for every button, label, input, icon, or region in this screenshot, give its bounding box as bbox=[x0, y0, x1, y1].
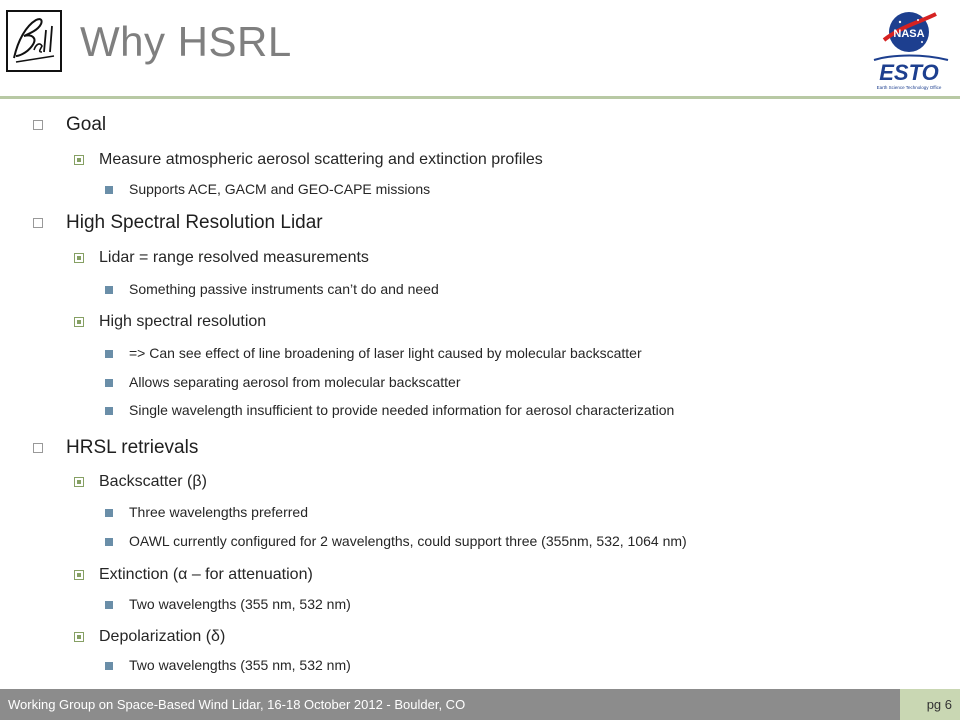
bullet-text: Single wavelength insufficient to provide needed information for aerosol characterization bbox=[129, 402, 675, 418]
hollow-square-bullet-icon bbox=[33, 120, 43, 130]
bullet-text: High Spectral Resolution Lidar bbox=[66, 212, 323, 233]
nasa-wordmark: NASA bbox=[893, 28, 925, 40]
bullet-text: Something passive instruments can’t do and need bbox=[129, 281, 439, 297]
bullet-text: Depolarization (δ) bbox=[99, 628, 226, 645]
ball-logo-icon bbox=[6, 10, 62, 72]
title-divider bbox=[0, 96, 960, 99]
bullet-text: Two wavelengths (355 nm, 532 nm) bbox=[129, 657, 351, 673]
bullet-text: Extinction (α – for attenuation) bbox=[99, 566, 313, 583]
hollow-square-bullet-icon bbox=[33, 443, 43, 453]
bullet-text: Backscatter (β) bbox=[99, 473, 207, 490]
slide-footer bbox=[0, 689, 960, 720]
square-bullet-icon bbox=[74, 570, 84, 580]
nasa-esto-logo-icon bbox=[864, 4, 954, 94]
bullet-text: Allows separating aerosol from molecular backscatter bbox=[129, 374, 461, 390]
filled-square-bullet-icon bbox=[105, 379, 113, 387]
filled-square-bullet-icon bbox=[105, 286, 113, 294]
filled-square-bullet-icon bbox=[105, 538, 113, 546]
square-bullet-icon bbox=[74, 317, 84, 327]
bullet-text: Three wavelengths preferred bbox=[129, 504, 308, 520]
square-bullet-icon bbox=[74, 477, 84, 487]
bullet-text: Two wavelengths (355 nm, 532 nm) bbox=[129, 596, 351, 612]
esto-wordmark: ESTO bbox=[879, 60, 939, 85]
bullet-text: HRSL retrievals bbox=[66, 437, 199, 458]
footer-text: Working Group on Space-Based Wind Lidar, 16-18 October 2012 - Boulder, CO bbox=[8, 697, 466, 712]
bullet-text: High spectral resolution bbox=[99, 313, 267, 330]
bullet-text: OAWL currently configured for 2 wavelengths, could support three (355nm, 532, 1064 nm) bbox=[129, 533, 687, 549]
page-number: pg 6 bbox=[926, 697, 952, 712]
page-number-box bbox=[900, 689, 960, 720]
bullet-text: Lidar = range resolved measurements bbox=[99, 249, 369, 266]
filled-square-bullet-icon bbox=[105, 601, 113, 609]
slide-title: Why HSRL bbox=[80, 18, 292, 65]
bullet-text: Measure atmospheric aerosol scattering and extinction profiles bbox=[99, 151, 543, 168]
slide-header bbox=[0, 0, 960, 96]
square-bullet-icon bbox=[74, 632, 84, 642]
bullet-text: Goal bbox=[66, 114, 107, 135]
square-bullet-icon bbox=[74, 253, 84, 263]
square-bullet-icon bbox=[74, 155, 84, 165]
esto-caption: Earth Science Technology Office bbox=[876, 85, 942, 90]
filled-square-bullet-icon bbox=[105, 407, 113, 415]
filled-square-bullet-icon bbox=[105, 186, 113, 194]
filled-square-bullet-icon bbox=[105, 662, 113, 670]
hollow-square-bullet-icon bbox=[33, 218, 43, 228]
filled-square-bullet-icon bbox=[105, 509, 113, 517]
bullet-text: Supports ACE, GACM and GEO-CAPE missions bbox=[129, 181, 431, 197]
bullet-text: => Can see effect of line broadening of laser light caused by molecular backscatter bbox=[129, 345, 642, 361]
filled-square-bullet-icon bbox=[105, 350, 113, 358]
